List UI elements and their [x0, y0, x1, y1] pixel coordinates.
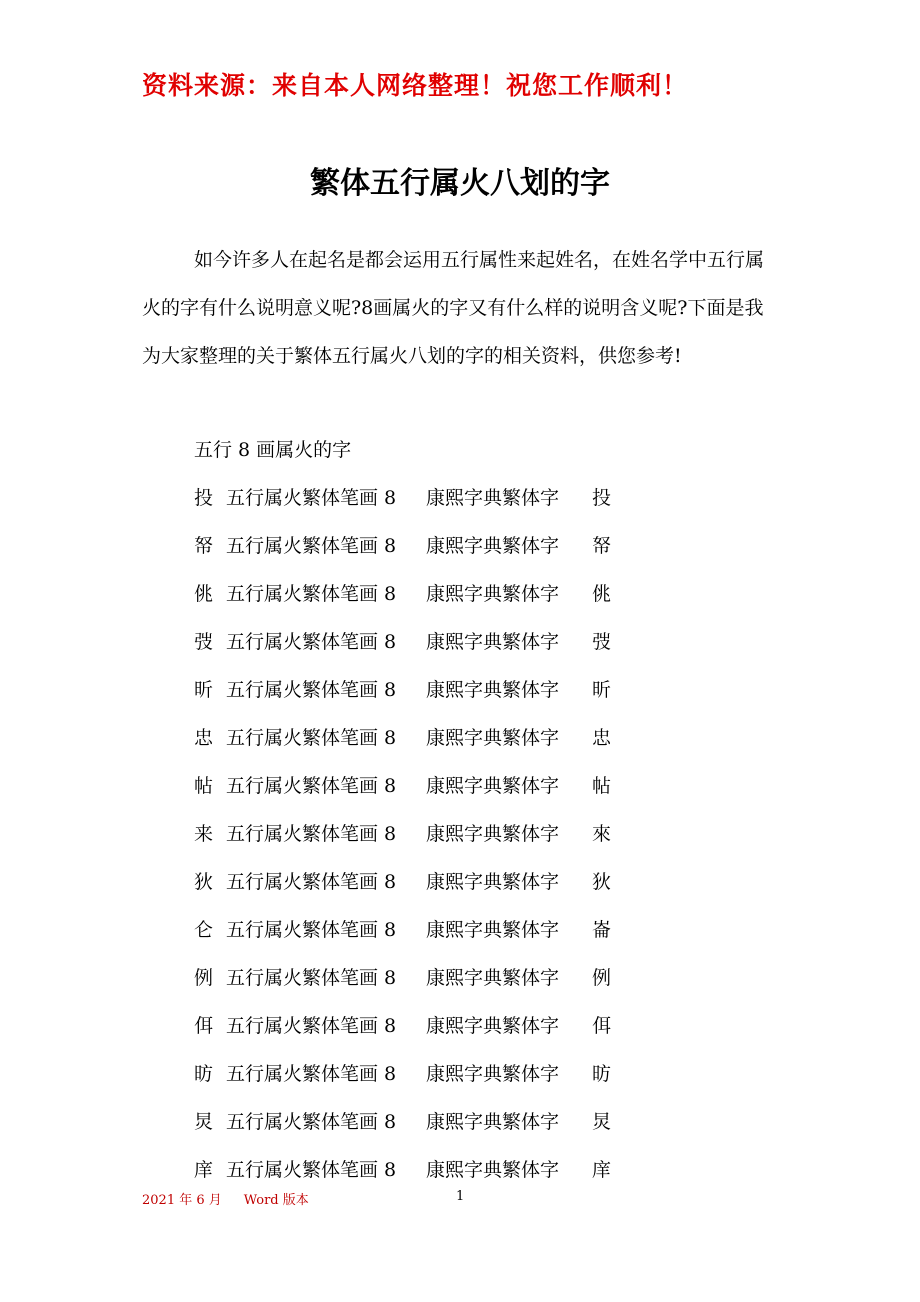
character-entry — [194, 666, 611, 714]
entry-traditional-form: 佻 — [592, 583, 612, 605]
character-entry — [194, 522, 611, 570]
character-entry — [194, 714, 611, 762]
entry-traditional-form: 炅 — [592, 1111, 612, 1133]
entry-traditional-form: 帖 — [592, 775, 612, 797]
character-entry — [194, 810, 611, 858]
entry-traditional-form: 佴 — [592, 1015, 612, 1037]
entry-character: 例 — [194, 967, 214, 989]
character-entry — [194, 618, 611, 666]
document-title: 繁体五行属火八划的字 — [310, 166, 610, 201]
entry-dictionary-label: 康熙字典繁体字 — [426, 727, 560, 749]
entry-dictionary-label: 康熙字典繁体字 — [426, 1063, 560, 1085]
entry-attribute: 五行属火繁体笔画 8 — [226, 631, 397, 653]
entry-attribute: 五行属火繁体笔画 8 — [226, 1063, 397, 1085]
entry-traditional-form: 庠 — [592, 1159, 612, 1181]
entry-dictionary-label: 康熙字典繁体字 — [426, 535, 560, 557]
entry-attribute: 五行属火繁体笔画 8 — [226, 967, 397, 989]
entry-character: 忠 — [194, 727, 214, 749]
entry-character: 来 — [194, 823, 214, 845]
entry-character: 帖 — [194, 775, 214, 797]
character-list — [194, 474, 611, 1194]
entry-dictionary-label: 康熙字典繁体字 — [426, 775, 560, 797]
footer-date: 2021 年 6 月 — [142, 1193, 222, 1208]
character-entry — [194, 570, 611, 618]
entry-traditional-form: 昉 — [592, 1063, 612, 1085]
entry-dictionary-label: 康熙字典繁体字 — [426, 631, 560, 653]
entry-dictionary-label: 康熙字典繁体字 — [426, 487, 560, 509]
character-entry — [194, 954, 611, 1002]
footer-version: Word 版本 — [243, 1193, 309, 1208]
intro-paragraph: 如今许多人在起名是都会运用五行属性来起姓名，在姓名学中五行属火的字有什么说明意义呢?8画属火的字又有什么样的说明含义呢?下面是我为大家整理的关于繁体五行属火八划的字的相关资料，供您参考! — [142, 249, 765, 367]
entry-attribute: 五行属火繁体笔画 8 — [226, 727, 397, 749]
entry-traditional-form: 崙 — [592, 919, 612, 941]
entry-dictionary-label: 康熙字典繁体字 — [426, 583, 560, 605]
character-entry — [194, 906, 611, 954]
entry-dictionary-label: 康熙字典繁体字 — [426, 1015, 560, 1037]
entry-traditional-form: 來 — [592, 823, 612, 845]
entry-character: 投 — [194, 487, 214, 509]
entry-character: 佻 — [194, 583, 214, 605]
character-entry — [194, 858, 611, 906]
entry-attribute: 五行属火繁体笔画 8 — [226, 775, 397, 797]
entry-attribute: 五行属火繁体笔画 8 — [226, 823, 397, 845]
page-number: 1 — [456, 1189, 465, 1204]
entry-attribute: 五行属火繁体笔画 8 — [226, 487, 397, 509]
entry-dictionary-label: 康熙字典繁体字 — [426, 679, 560, 701]
entry-attribute: 五行属火繁体笔画 8 — [226, 583, 397, 605]
entry-traditional-form: 昕 — [592, 679, 612, 701]
section-heading: 五行 8 画属火的字 — [194, 439, 352, 461]
entry-character: 仑 — [194, 919, 214, 941]
entry-dictionary-label: 康熙字典繁体字 — [426, 1111, 560, 1133]
entry-attribute: 五行属火繁体笔画 8 — [226, 679, 397, 701]
character-entry — [194, 474, 611, 522]
entry-traditional-form: 忠 — [592, 727, 612, 749]
character-entry — [194, 1002, 611, 1050]
entry-dictionary-label: 康熙字典繁体字 — [426, 823, 560, 845]
entry-character: 炅 — [194, 1111, 214, 1133]
entry-traditional-form: 投 — [592, 487, 612, 509]
source-note: 资料来源：来自本人网络整理！祝您工作顺利！ — [142, 71, 689, 100]
footer-info — [142, 1189, 309, 1208]
entry-dictionary-label: 康熙字典繁体字 — [426, 1159, 560, 1181]
character-entry — [194, 1146, 611, 1194]
character-entry — [194, 1098, 611, 1146]
character-entry — [194, 762, 611, 810]
entry-character: 弢 — [194, 631, 214, 653]
entry-attribute: 五行属火繁体笔画 8 — [226, 1159, 397, 1181]
entry-traditional-form: 弢 — [592, 631, 612, 653]
entry-character: 庠 — [194, 1159, 214, 1181]
entry-character: 昕 — [194, 679, 214, 701]
entry-character: 帑 — [194, 535, 214, 557]
entry-dictionary-label: 康熙字典繁体字 — [426, 967, 560, 989]
entry-attribute: 五行属火繁体笔画 8 — [226, 919, 397, 941]
entry-dictionary-label: 康熙字典繁体字 — [426, 919, 560, 941]
character-entry — [194, 1050, 611, 1098]
entry-attribute: 五行属火繁体笔画 8 — [226, 1111, 397, 1133]
entry-traditional-form: 帑 — [592, 535, 612, 557]
entry-attribute: 五行属火繁体笔画 8 — [226, 871, 397, 893]
entry-traditional-form: 狄 — [592, 871, 612, 893]
entry-attribute: 五行属火繁体笔画 8 — [226, 535, 397, 557]
entry-dictionary-label: 康熙字典繁体字 — [426, 871, 560, 893]
entry-character: 佴 — [194, 1015, 214, 1037]
entry-traditional-form: 例 — [592, 967, 612, 989]
entry-character: 狄 — [194, 871, 214, 893]
entry-character: 昉 — [194, 1063, 214, 1085]
entry-attribute: 五行属火繁体笔画 8 — [226, 1015, 397, 1037]
